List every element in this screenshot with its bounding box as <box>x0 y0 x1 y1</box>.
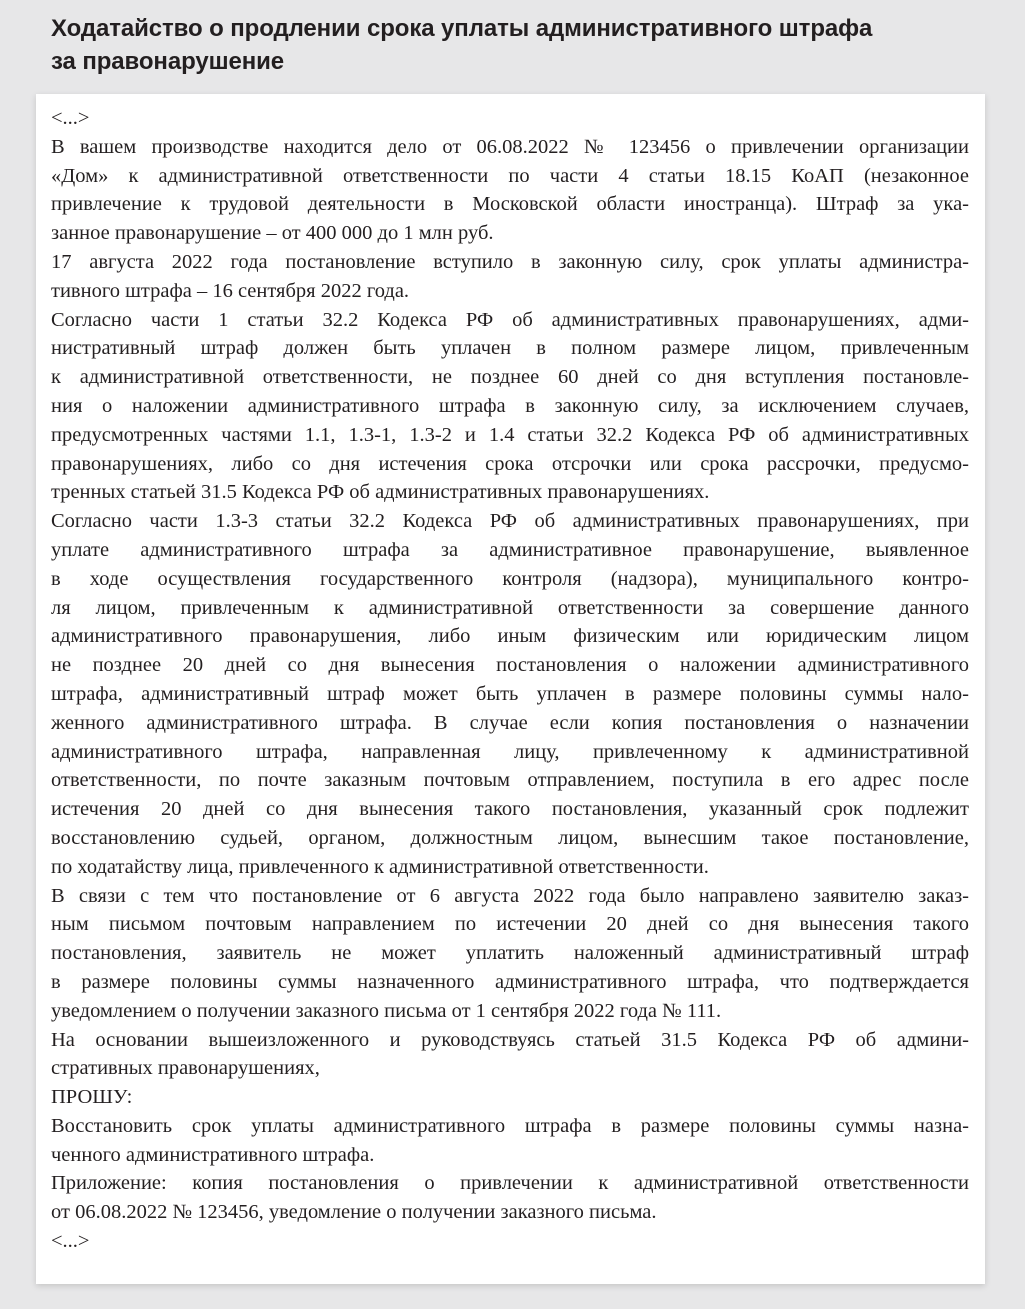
text-line: к административной ответственности, не позднее 60 дней со дня вступления постановле- <box>51 366 969 389</box>
text-line: занное правонарушение – от 400 000 до 1 млн руб. <box>51 222 494 245</box>
ellipsis-start: <...> <box>51 107 90 129</box>
text-line: женного административного штрафа. В случае если копия постановления о назначении <box>51 711 969 734</box>
text-line: Согласно части 1 статьи 32.2 Кодекса РФ об административных правонарушениях, адми- <box>51 308 969 331</box>
text-line: восстановлению судьей, органом, должностным лицом, вынесшим такое постановление, <box>51 826 969 849</box>
text-line: стративных правонарушениях, <box>51 1057 320 1080</box>
text-line: ченного административного штрафа. <box>51 1143 375 1166</box>
text-line: Восстановить срок уплаты административного штрафа в размере половины суммы назна- <box>51 1114 969 1137</box>
text-line: административного правонарушения, либо иным физическим или юридическим лицом <box>51 625 969 648</box>
document-body <box>51 104 969 1256</box>
text-line: «Дом» к административной ответственности по части 4 статьи 18.15 КоАП (незаконное <box>51 164 969 187</box>
text-line: На основании вышеизложенного и руководствуясь статьей 31.5 Кодекса РФ об админи- <box>51 1028 969 1051</box>
text-line: тренных статьей 31.5 Кодекса РФ об административных правонарушениях. <box>51 481 710 504</box>
ellipsis-end: <...> <box>51 1230 90 1253</box>
text-line: не позднее 20 дней со дня вынесения постановления о наложении административного <box>51 654 969 677</box>
text-line: тивного штрафа – 16 сентября 2022 года. <box>51 279 410 302</box>
text-line: в ходе осуществления государственного контроля (надзора), муниципального контро- <box>51 567 969 590</box>
text-line: постановления, заявитель не может уплатить наложенный административный штраф <box>51 942 969 965</box>
text-line: истечения 20 дней со дня вынесения такого постановления, указанный срок подлежит <box>51 798 969 821</box>
text-line: правонарушениях, либо со дня истечения срока отсрочки или срока рассрочки, предусмо- <box>51 452 969 475</box>
text-line: В связи с тем что постановление от 6 августа 2022 года было направлено заявителю заказ- <box>51 884 969 907</box>
text-line: административного штрафа, направленная лицу, привлеченному к административной <box>51 740 969 763</box>
text-line: штрафа, административный штраф может быть уплачен в размере половины суммы нало- <box>51 682 969 705</box>
text-line: привлечение к трудовой деятельности в Московской области иностранца). Штраф за ука- <box>51 193 969 216</box>
text-line: ным письмом почтовым направлением по истечении 20 дней со дня вынесения такого <box>51 913 969 936</box>
text-line: нистративный штраф должен быть уплачен в полном размере лицом, привлеченным <box>51 337 969 360</box>
text-line: по ходатайству лица, привлеченного к административной ответственности. <box>51 855 709 878</box>
text-line: В вашем производстве находится дело от 06.08.2022 № 123456 о привлечении организации <box>51 135 969 158</box>
attachment-line: Приложение: копия постановления о привлечении к административной ответственности <box>51 1172 969 1195</box>
request-heading: ПРОШУ: <box>51 1086 133 1109</box>
attachment-line: от 06.08.2022 № 123456, уведомление о получении заказного письма. <box>51 1201 657 1224</box>
text-line: ответственности, по почте заказным почтовым отправлением, поступила в его адрес после <box>51 769 969 792</box>
text-line: 17 августа 2022 года постановление вступило в законную силу, срок уплаты администра- <box>51 250 969 273</box>
title-line-2: за правонарушение <box>51 48 285 75</box>
document-title <box>51 12 991 78</box>
title-line-1: Ходатайство о продлении срока уплаты административного штрафа <box>51 15 873 42</box>
text-line: уплате административного штрафа за административное правонарушение, выявленное <box>51 538 969 561</box>
text-line: в размере половины суммы назначенного административного штрафа, что подтверждается <box>51 970 969 993</box>
text-line: ния о наложении административного штрафа в законную силу, за исключением случаев, <box>51 394 969 417</box>
text-line: Согласно части 1.3-3 статьи 32.2 Кодекса РФ об административных правонарушениях, при <box>51 510 969 533</box>
document-panel <box>36 94 985 1284</box>
text-line: уведомлением о получении заказного письма от 1 сентября 2022 года № 111. <box>51 999 722 1022</box>
text-line: ля лицом, привлеченным к административной ответственности за совершение данного <box>51 596 969 619</box>
text-line: предусмотренных частями 1.1, 1.3-1, 1.3-2 и 1.4 статьи 32.2 Кодекса РФ об административных <box>51 423 969 446</box>
